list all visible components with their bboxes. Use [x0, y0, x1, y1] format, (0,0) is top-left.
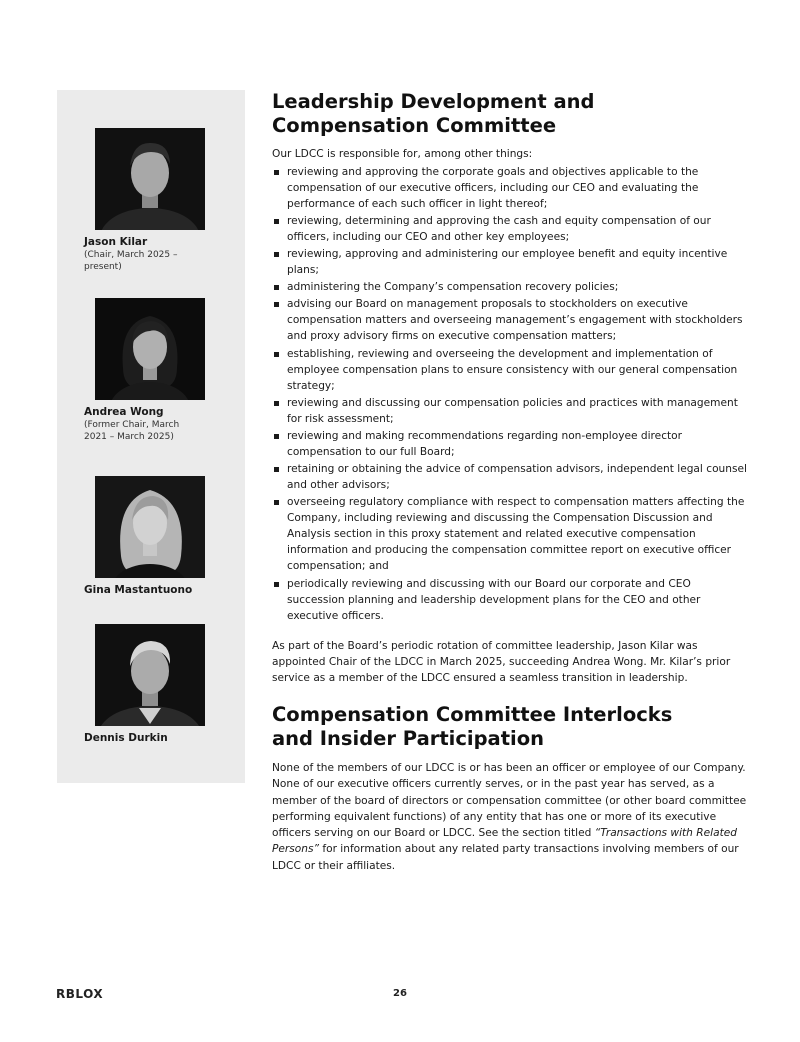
member-name: Andrea Wong	[84, 406, 164, 418]
section-title	[272, 703, 747, 751]
member-card	[84, 128, 234, 273]
list-item: reviewing and discussing our compensation policies and practices with management for risk assessment;	[272, 395, 747, 427]
list-item: periodically reviewing and discussing with our Board our corporate and CEO succession planning and leadership development plans for the CEO and other executive officers.	[272, 576, 747, 624]
list-item: retaining or obtaining the advice of compensation advisors, independent legal counsel and other advisors;	[272, 461, 747, 493]
section-title-line: and Insider Participation	[272, 727, 545, 750]
section-reference-link[interactable]: “Transactions with Related Persons”	[272, 827, 737, 856]
section-title-line: Compensation Committee	[272, 114, 557, 137]
section-title	[272, 90, 747, 138]
member-card	[84, 476, 234, 597]
member-photo	[95, 128, 205, 230]
member-role-line: (Former Chair, March	[84, 420, 180, 430]
member-name: Jason Kilar	[84, 236, 148, 248]
section-title-line: Leadership Development and	[272, 90, 595, 113]
list-item: reviewing, approving and administering our employee benefit and equity incentive plans;	[272, 246, 747, 278]
list-item: overseeing regulatory compliance with respect to compensation matters affecting the Company, including reviewing and discussing the Compensation Discussion and Analysis section in this proxy statement and related executive compensation information and producing the compensation committee report on executive officer compensation; and	[272, 494, 747, 574]
list-item: administering the Company’s compensation recovery policies;	[272, 279, 747, 295]
member-card	[84, 624, 234, 745]
member-photo	[95, 298, 205, 400]
member-role-line: (Chair, March 2025 –	[84, 250, 178, 260]
interlocks-section	[272, 703, 747, 874]
paragraph-text: None of the members of our LDCC is or has been an officer or employee of our Company. None of our executive officers currently serves, or in the past year has served, as a member of the board of directors or compensation committee (or other board committee performing equivalent functions) of any entity that has one or more of its executive officers serving on our Board or LDCC. See the section titled	[272, 762, 747, 840]
closing-paragraph: As part of the Board’s periodic rotation of committee leadership, Jason Kilar was appointed Chair of the LDCC in March 2025, succeeding Andrea Wong. Mr. Kilar’s prior service as a member of the LDCC ensured a seamless transition in leadership.	[272, 639, 731, 685]
list-item: reviewing and making recommendations regarding non-employee director compensation to our full Board;	[272, 428, 747, 460]
roblox-logo: RBLOX	[56, 987, 104, 1001]
member-photo	[95, 476, 205, 578]
ldcc-section	[272, 90, 747, 687]
list-item: establishing, reviewing and overseeing the development and implementation of employee compensation plans to ensure consistency with our general compensation strategy;	[272, 346, 747, 394]
member-role-line: 2021 – March 2025)	[84, 432, 174, 442]
list-item: reviewing, determining and approving the cash and equity compensation of our officers, including our CEO and other key employees;	[272, 213, 747, 245]
section-title-line: Compensation Committee Interlocks	[272, 703, 673, 726]
member-card	[84, 298, 234, 443]
page-number: 26	[393, 988, 407, 999]
responsibilities-list	[272, 164, 747, 624]
member-photo	[95, 624, 205, 726]
member-name: Dennis Durkin	[84, 732, 168, 744]
member-name: Gina Mastantuono	[84, 584, 193, 596]
member-role-line: present)	[84, 262, 122, 272]
list-item: advising our Board on management proposals to stockholders on executive compensation matters and overseeing management’s engagement with stockholders and proxy advisory firms on executive compensation matters;	[272, 296, 747, 344]
section-intro: Our LDCC is responsible for, among other things:	[272, 148, 533, 160]
list-item: reviewing and approving the corporate goals and objectives applicable to the compensation of our executive officers, including our CEO and evaluating the performance of each such officer in light thereof;	[272, 164, 747, 212]
interlocks-paragraph	[272, 760, 747, 874]
committee-members-sidebar	[57, 90, 245, 783]
paragraph-text: for information about any related party transactions involving members of our LDCC or their affiliates.	[272, 843, 739, 872]
